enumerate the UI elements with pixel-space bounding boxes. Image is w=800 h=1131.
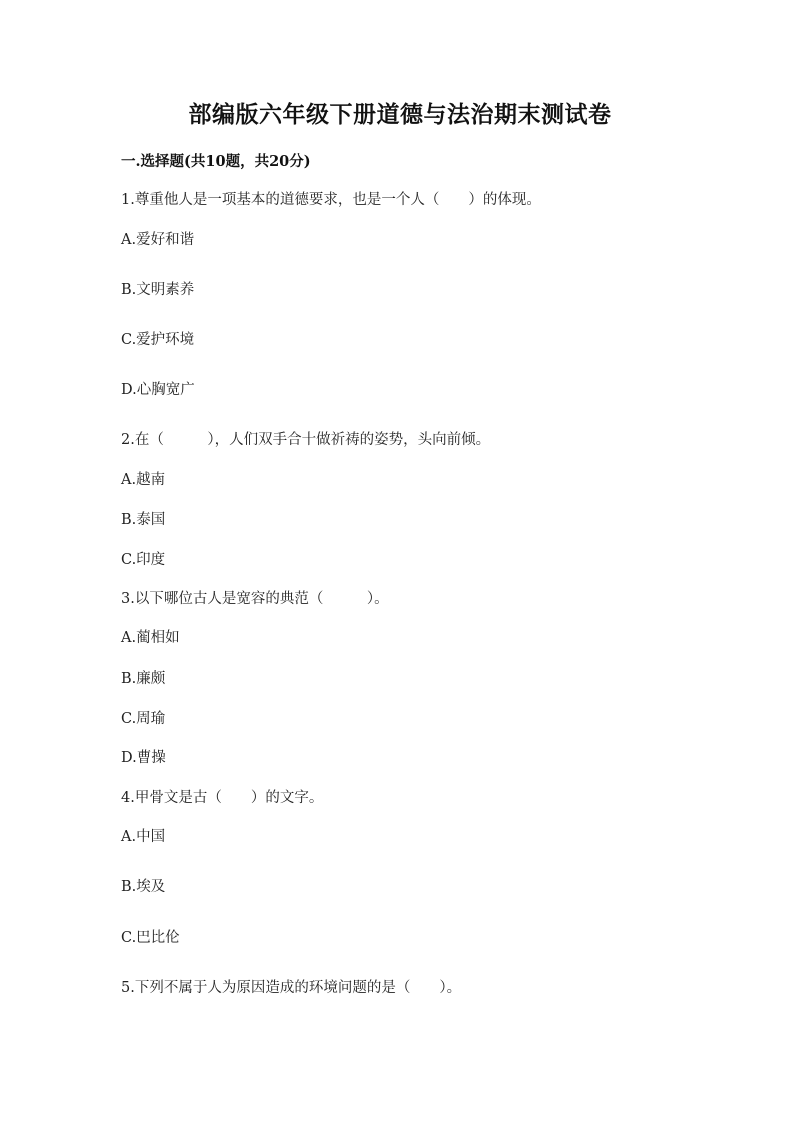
question-1-stem: 1.尊重他人是一项基本的道德要求，也是一个人（ ）的体现。: [121, 192, 541, 208]
question-3-option-d: D.曹操: [121, 750, 166, 766]
question-1-option-c: C.爱护环境: [121, 332, 195, 348]
question-4-option-a: A.中国: [121, 829, 166, 845]
page-title: 部编版六年级下册道德与法治期末测试卷: [188, 101, 612, 128]
section-heading: 一.选择题(共10题，共20分): [121, 153, 311, 170]
question-3-option-c: C.周瑜: [121, 711, 166, 727]
question-1-option-d: D.心胸宽广: [121, 382, 195, 398]
question-3-stem: 3.以下哪位古人是宽容的典范（ ）。: [121, 591, 389, 607]
question-4-stem: 4.甲骨文是古（ ）的文字。: [121, 790, 324, 806]
question-2-stem: 2.在（ ），人们双手合十做祈祷的姿势，头向前倾。: [121, 432, 491, 448]
question-1-option-a: A.爱好和谐: [121, 232, 195, 248]
question-3-option-b: B.廉颇: [121, 671, 166, 687]
question-4-option-b: B.埃及: [121, 879, 166, 895]
question-2-option-c: C.印度: [121, 552, 166, 568]
question-4-option-c: C.巴比伦: [121, 930, 180, 946]
question-2-option-a: A.越南: [121, 472, 166, 488]
question-3-option-a: A.蔺相如: [121, 630, 180, 646]
question-1-option-b: B.文明素养: [121, 282, 195, 298]
question-2-option-b: B.泰国: [121, 512, 166, 528]
question-5-stem: 5.下列不属于人为原因造成的环境问题的是（ ）。: [121, 980, 462, 996]
